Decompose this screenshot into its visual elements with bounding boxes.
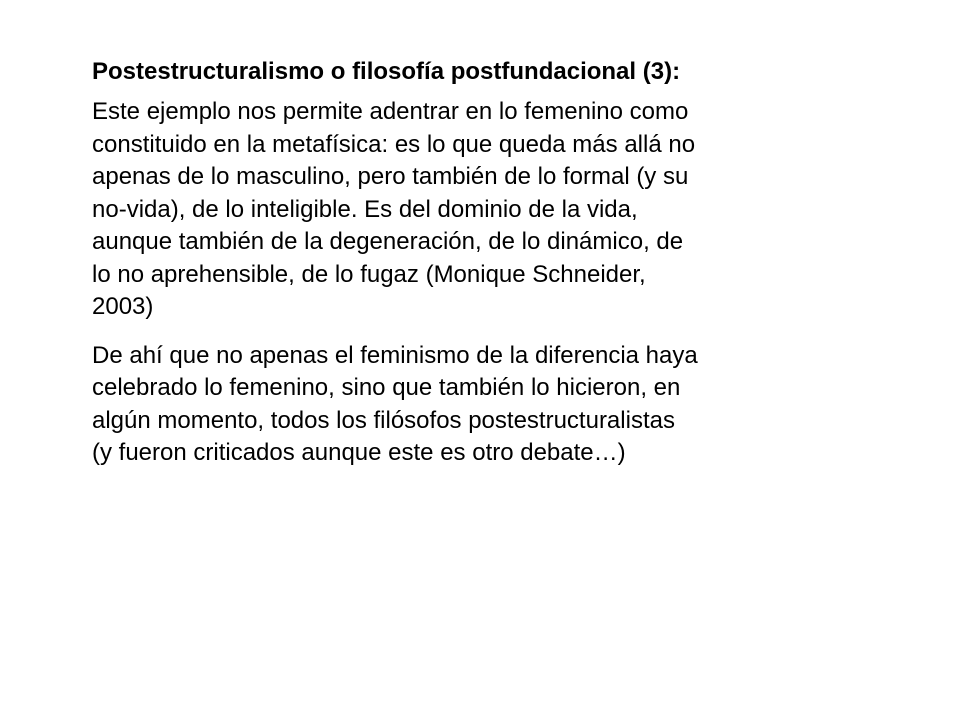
slide-title: Postestructuralismo o filosofía postfundacional (3): bbox=[92, 58, 681, 85]
text-line: Este ejemplo nos permite adentrar en lo femenino como bbox=[92, 98, 689, 125]
text-line: 2003) bbox=[92, 293, 154, 320]
text-line: aunque también de la degeneración, de lo dinámico, de bbox=[92, 228, 684, 255]
text-line: algún momento, todos los filósofos postestructuralistas bbox=[92, 406, 675, 434]
text-line: constituido en la metafísica: es lo que queda más allá no bbox=[92, 130, 696, 158]
text-line: apenas de lo masculino, pero también de lo formal (y su bbox=[92, 163, 689, 190]
text-line: celebrado lo femenino, sino que también lo hicieron, en bbox=[92, 374, 681, 401]
slide-content bbox=[92, 52, 922, 486]
paragraph-2 bbox=[92, 340, 922, 470]
text-line: De ahí que no apenas el feminismo de la diferencia haya bbox=[92, 341, 698, 369]
text-line: lo no aprehensible, de lo fugaz (Monique Schneider, bbox=[92, 260, 646, 288]
text-line: no-vida), de lo inteligible. Es del dominio de la vida, bbox=[92, 195, 638, 223]
text-line: (y fueron criticados aunque este es otro debate…) bbox=[92, 439, 626, 466]
paragraph-1 bbox=[92, 96, 922, 324]
